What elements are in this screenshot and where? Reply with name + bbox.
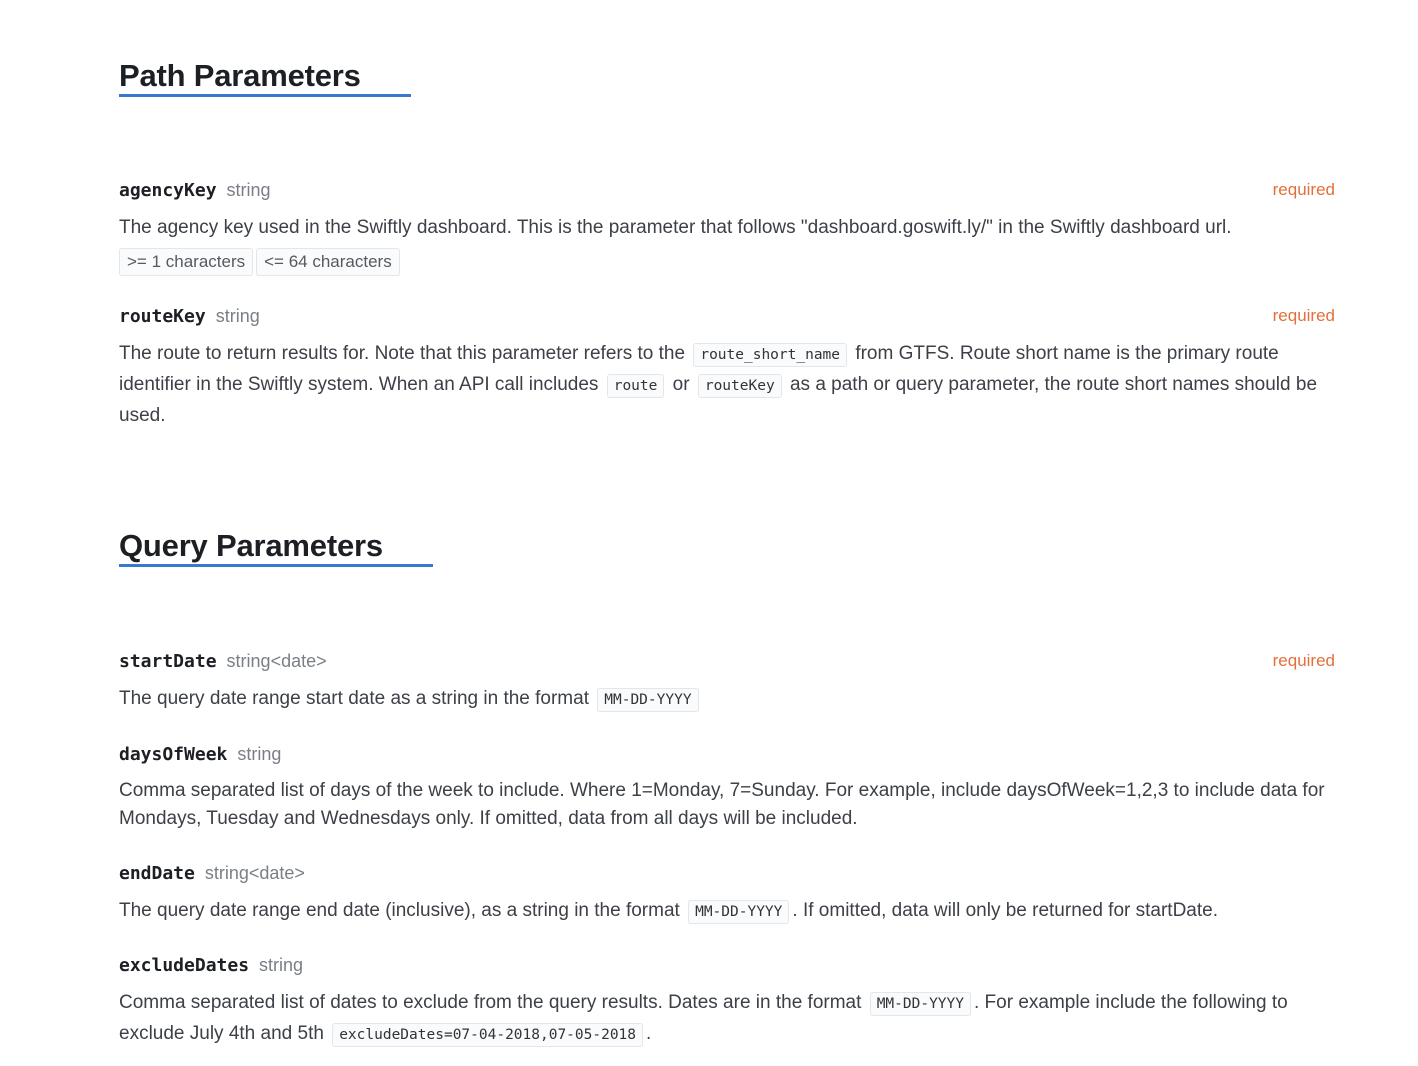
constraint-min-length: >= 1 characters <box>119 248 253 276</box>
param-header <box>119 303 1335 329</box>
desc-text: or <box>672 374 690 395</box>
param-header <box>119 952 1335 978</box>
param-route-key <box>119 303 1335 431</box>
param-exclude-dates <box>119 952 1335 1050</box>
desc-text: . If omitted, data will only be returned for startDate. <box>792 900 1218 921</box>
inline-code: MM-DD-YYYY <box>870 992 971 1016</box>
desc-text: from GTFS. Route short name is the primary route identifier in the Swiftly system. When an API call includes <box>119 343 1279 395</box>
inline-code: MM-DD-YYYY <box>688 900 789 924</box>
desc-text: . For example include the following to exclude July 4th and 5th <box>119 992 1288 1044</box>
inline-code: excludeDates=07-04-2018,07-05-2018 <box>332 1023 643 1047</box>
param-type: string <box>215 306 260 326</box>
param-header <box>119 860 1335 886</box>
param-header <box>119 741 1335 767</box>
desc-text: The query date range start date as a string in the format <box>119 688 589 709</box>
param-description <box>119 988 1335 1050</box>
param-end-date <box>119 860 1335 927</box>
query-parameters-section <box>119 528 1335 1058</box>
param-name: routeKey <box>119 306 206 327</box>
desc-text: Comma separated list of dates to exclude from the query results. Dates are in the format <box>119 992 862 1013</box>
constraint-max-length: <= 64 characters <box>256 248 400 276</box>
param-name: startDate <box>119 651 217 672</box>
inline-code: MM-DD-YYYY <box>597 688 698 712</box>
param-type: string<date> <box>204 863 305 883</box>
query-parameters-heading: Query Parameters <box>119 528 433 567</box>
param-description: Comma separated list of days of the week to include. Where 1=Monday, 7=Sunday. For example, include daysOfWeek=1,2,3 to include data for Mondays, Tuesday and Wednesdays only. If omitted, data from all days will be included. <box>119 780 1325 829</box>
inline-code: route_short_name <box>693 343 847 367</box>
required-badge: required <box>1272 306 1335 325</box>
param-days-of-week <box>119 741 1335 833</box>
param-description <box>119 896 1335 927</box>
desc-text: as a path or query parameter, the route short names should be used. <box>119 374 1318 426</box>
param-name: daysOfWeek <box>119 744 228 765</box>
param-header <box>119 177 1335 203</box>
param-type: string <box>237 744 282 764</box>
path-parameters-section <box>119 58 1335 438</box>
param-name: agencyKey <box>119 180 217 201</box>
param-description <box>119 339 1335 431</box>
param-description <box>119 684 1335 715</box>
param-agency-key <box>119 177 1335 276</box>
param-description: The agency key used in the Swiftly dashboard. This is the parameter that follows "dashboard.goswift.ly/" in the Swiftly dashboard url. <box>119 217 1232 238</box>
required-badge: required <box>1272 180 1335 199</box>
path-parameters-heading: Path Parameters <box>119 58 411 97</box>
param-type: string <box>259 955 304 975</box>
inline-code: route <box>607 374 665 398</box>
param-header <box>119 648 1335 674</box>
param-name: endDate <box>119 863 195 884</box>
param-type: string<date> <box>226 651 327 671</box>
param-start-date <box>119 648 1335 715</box>
inline-code: routeKey <box>698 374 782 398</box>
required-badge: required <box>1272 651 1335 670</box>
desc-text: . <box>646 1023 652 1044</box>
param-name: excludeDates <box>119 955 250 976</box>
desc-text: The route to return results for. Note that this parameter refers to the <box>119 343 686 364</box>
desc-text: The query date range end date (inclusive), as a string in the format <box>119 900 680 921</box>
constraints-list <box>119 248 1335 276</box>
param-type: string <box>226 180 271 200</box>
